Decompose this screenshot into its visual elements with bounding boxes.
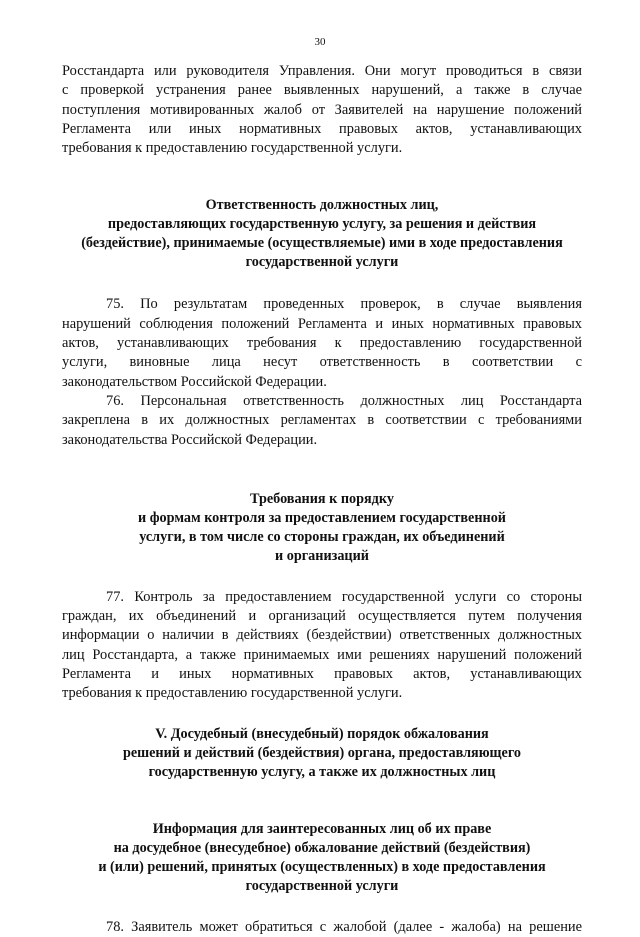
- text-line: с проверкой устранения ранее выявленных нарушений, а также в случае: [62, 82, 582, 99]
- heading-line: услуги, в том числе со стороны граждан, их объединений: [139, 528, 505, 545]
- text-line: закреплена в их должностных регламентах в соответствии с требованиями: [62, 412, 582, 429]
- text-line: Росстандарта или руководителя Управления. Они могут проводиться в связи: [62, 63, 582, 79]
- text-line: законодательства Российской Федерации.: [62, 431, 318, 448]
- heading-line: (бездействие), принимаемые (осуществляемые) ими в ходе предоставления: [81, 235, 563, 252]
- paragraph-76: [62, 392, 582, 450]
- text-line: Регламента и иных нормативных правовых актов, устанавливающих: [62, 666, 582, 683]
- heading-info: [62, 820, 582, 896]
- text-line: 77. Контроль за предоставлением государственной услуги со стороны: [106, 588, 582, 605]
- paragraph-75: [62, 295, 582, 391]
- paragraph-intro: [62, 62, 582, 158]
- page-number: 30: [314, 36, 326, 48]
- heading-section-5: [62, 725, 582, 782]
- heading-line: Информация для заинтересованных лиц об их праве: [152, 820, 492, 837]
- text-line: поступления мотивированных жалоб от Заявителей на нарушение положений: [62, 101, 582, 118]
- heading-line: государственной услуги: [245, 254, 399, 271]
- text-line: лиц Росстандарта, а также принимаемых ими решениях нарушений положений: [62, 646, 582, 663]
- text-line: Регламента или иных нормативных правовых актов, устанавливающих: [62, 120, 582, 137]
- heading-line: на досудебное (внесудебное) обжалование действий (бездействия): [113, 839, 531, 856]
- text-line: требования к предоставлению государственной услуги.: [62, 140, 403, 157]
- text-line: требования к предоставлению государственной услуги.: [62, 685, 403, 702]
- paragraph-78: [62, 918, 582, 937]
- heading-line: Требования к порядку: [250, 490, 394, 507]
- text-line: информации о наличии в действиях (бездействии) ответственных должностных: [62, 627, 582, 644]
- text-line: нарушений соблюдения положений Регламента и иных нормативных правовых: [62, 315, 582, 332]
- text-line: актов, устанавливающих требования к предоставлению государственной: [62, 335, 582, 352]
- heading-line: Ответственность должностных лиц,: [205, 197, 439, 214]
- heading-line: и формам контроля за предоставлением государственной: [138, 509, 506, 526]
- heading-line: и (или) решений, принятых (осуществленных) в ходе предоставления: [98, 858, 546, 875]
- heading-line: V. Досудебный (внесудебный) порядок обжалования: [155, 725, 489, 742]
- page-content: [62, 62, 582, 937]
- text-line: 76. Персональная ответственность должностных лиц Росстандарта: [106, 392, 582, 409]
- text-line: 75. По результатам проведенных проверок, в случае выявления: [106, 296, 582, 313]
- heading-line: государственную услугу, а также их должностных лиц: [148, 763, 496, 780]
- paragraph-77: [62, 588, 582, 704]
- heading-control: [62, 490, 582, 566]
- heading-line: государственной услуги: [245, 877, 399, 894]
- heading-responsibility: [62, 196, 582, 272]
- text-line: законодательством Российской Федерации.: [62, 373, 327, 390]
- heading-line: решений и действий (бездействия) органа, предоставляющего: [122, 744, 522, 761]
- heading-line: и организаций: [275, 547, 369, 564]
- text-line: услуги, виновные лица несут ответственность в соответствии с: [62, 354, 582, 371]
- text-line: 78. Заявитель может обратиться с жалобой (далее - жалоба) на решение: [106, 918, 582, 935]
- text-line: граждан, их объединений и организаций осуществляется путем получения: [62, 608, 582, 625]
- heading-line: предоставляющих государственную услугу, за решения и действия: [107, 216, 537, 233]
